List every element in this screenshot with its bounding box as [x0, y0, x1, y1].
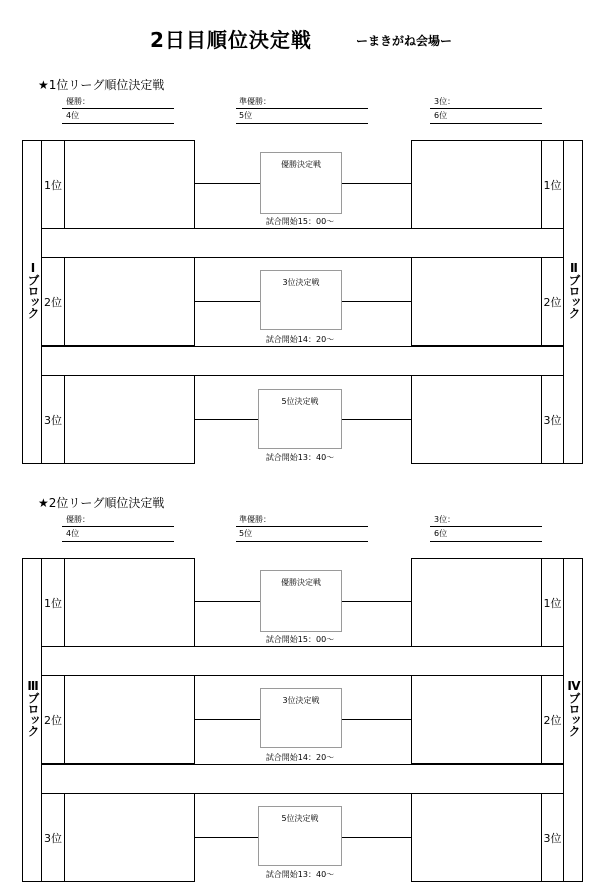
result-group-3	[430, 514, 542, 542]
result-label-4th: 4位	[62, 526, 174, 542]
match-start-time: 試合開始14：20～	[265, 335, 335, 344]
right-block-name: Ⅱブロック	[567, 261, 581, 318]
result-label-5th: 5位	[236, 108, 368, 124]
team-slot-left[interactable]	[64, 558, 195, 647]
team-slot-left[interactable]	[64, 793, 195, 882]
bracket-line	[342, 601, 411, 602]
section-heading: ★2位リーグ順位決定戦	[38, 496, 165, 510]
team-slot-right[interactable]	[411, 793, 542, 882]
match-box-final[interactable]: 優勝決定戦	[260, 152, 342, 214]
result-label-runner-up: 準優勝：	[239, 515, 271, 524]
result-group-2	[236, 96, 368, 124]
bracket-line	[195, 601, 260, 602]
result-label-6th: 6位	[430, 108, 542, 124]
result-label-3rd: 3位：	[434, 97, 456, 106]
rank-label-right: 1位	[541, 140, 564, 229]
bracket-line	[195, 183, 260, 184]
result-label-3rd: 3位：	[434, 515, 456, 524]
team-slot-left[interactable]	[64, 675, 195, 764]
page-title: 2日目順位決定戦	[150, 28, 312, 52]
result-label-champion: 優勝：	[66, 97, 90, 106]
match-box-third-place[interactable]: 3位決定戦	[260, 270, 342, 330]
team-slot-left[interactable]	[64, 257, 195, 346]
result-group-3	[430, 96, 542, 124]
team-slot-right[interactable]	[411, 257, 542, 346]
left-block-name: Ⅰブロック	[26, 261, 40, 318]
right-block-name: Ⅳブロック	[567, 679, 581, 736]
rank-label-left: 2位	[41, 257, 65, 346]
bracket-line	[342, 837, 411, 838]
left-block-name: Ⅲブロック	[26, 679, 40, 736]
bracket-line	[195, 719, 260, 720]
rank-label-right: 3位	[541, 375, 564, 464]
team-slot-left[interactable]	[64, 140, 195, 229]
team-slot-right[interactable]	[411, 375, 542, 464]
result-label-runner-up: 準優勝：	[239, 97, 271, 106]
result-group-1	[62, 96, 174, 124]
match-box-fifth-place[interactable]: 5位決定戦	[258, 806, 342, 866]
row-divider	[42, 764, 563, 765]
match-box-fifth-place[interactable]: 5位決定戦	[258, 389, 342, 449]
match-box-third-place[interactable]: 3位決定戦	[260, 688, 342, 748]
rank-label-left: 1位	[41, 140, 65, 229]
rank-label-left: 3位	[41, 375, 65, 464]
rank-label-right: 3位	[541, 793, 564, 882]
match-start-time: 試合開始15：00～	[265, 217, 335, 226]
result-label-champion: 優勝：	[66, 515, 90, 524]
bracket-line	[342, 183, 411, 184]
bracket-line	[342, 419, 411, 420]
match-start-time: 試合開始13：40～	[265, 453, 335, 462]
team-slot-right[interactable]	[411, 675, 542, 764]
row-divider	[42, 346, 563, 347]
rank-label-right: 2位	[541, 675, 564, 764]
match-start-time: 試合開始15：00～	[265, 635, 335, 644]
rank-label-left: 1位	[41, 558, 65, 647]
bracket-line	[195, 837, 258, 838]
result-group-1	[62, 514, 174, 542]
left-block-label-cell	[22, 558, 42, 882]
match-start-time: 試合開始14：20～	[265, 753, 335, 762]
right-block-label-cell	[563, 558, 583, 882]
team-slot-left[interactable]	[64, 375, 195, 464]
match-box-final[interactable]: 優勝決定戦	[260, 570, 342, 632]
left-block-label-cell	[22, 140, 42, 464]
rank-label-left: 3位	[41, 793, 65, 882]
result-group-2	[236, 514, 368, 542]
section-heading: ★1位リーグ順位決定戦	[38, 78, 165, 92]
result-label-4th: 4位	[62, 108, 174, 124]
team-slot-right[interactable]	[411, 140, 542, 229]
rank-label-left: 2位	[41, 675, 65, 764]
match-start-time: 試合開始13：40～	[265, 870, 335, 879]
rank-label-right: 2位	[541, 257, 564, 346]
venue-label: ーまきがね会場ー	[356, 34, 453, 48]
bracket-line	[195, 301, 260, 302]
right-block-label-cell	[563, 140, 583, 464]
bracket-line	[342, 301, 411, 302]
bracket-line	[195, 419, 258, 420]
rank-label-right: 1位	[541, 558, 564, 647]
team-slot-right[interactable]	[411, 558, 542, 647]
bracket-line	[342, 719, 411, 720]
result-label-5th: 5位	[236, 526, 368, 542]
result-label-6th: 6位	[430, 526, 542, 542]
